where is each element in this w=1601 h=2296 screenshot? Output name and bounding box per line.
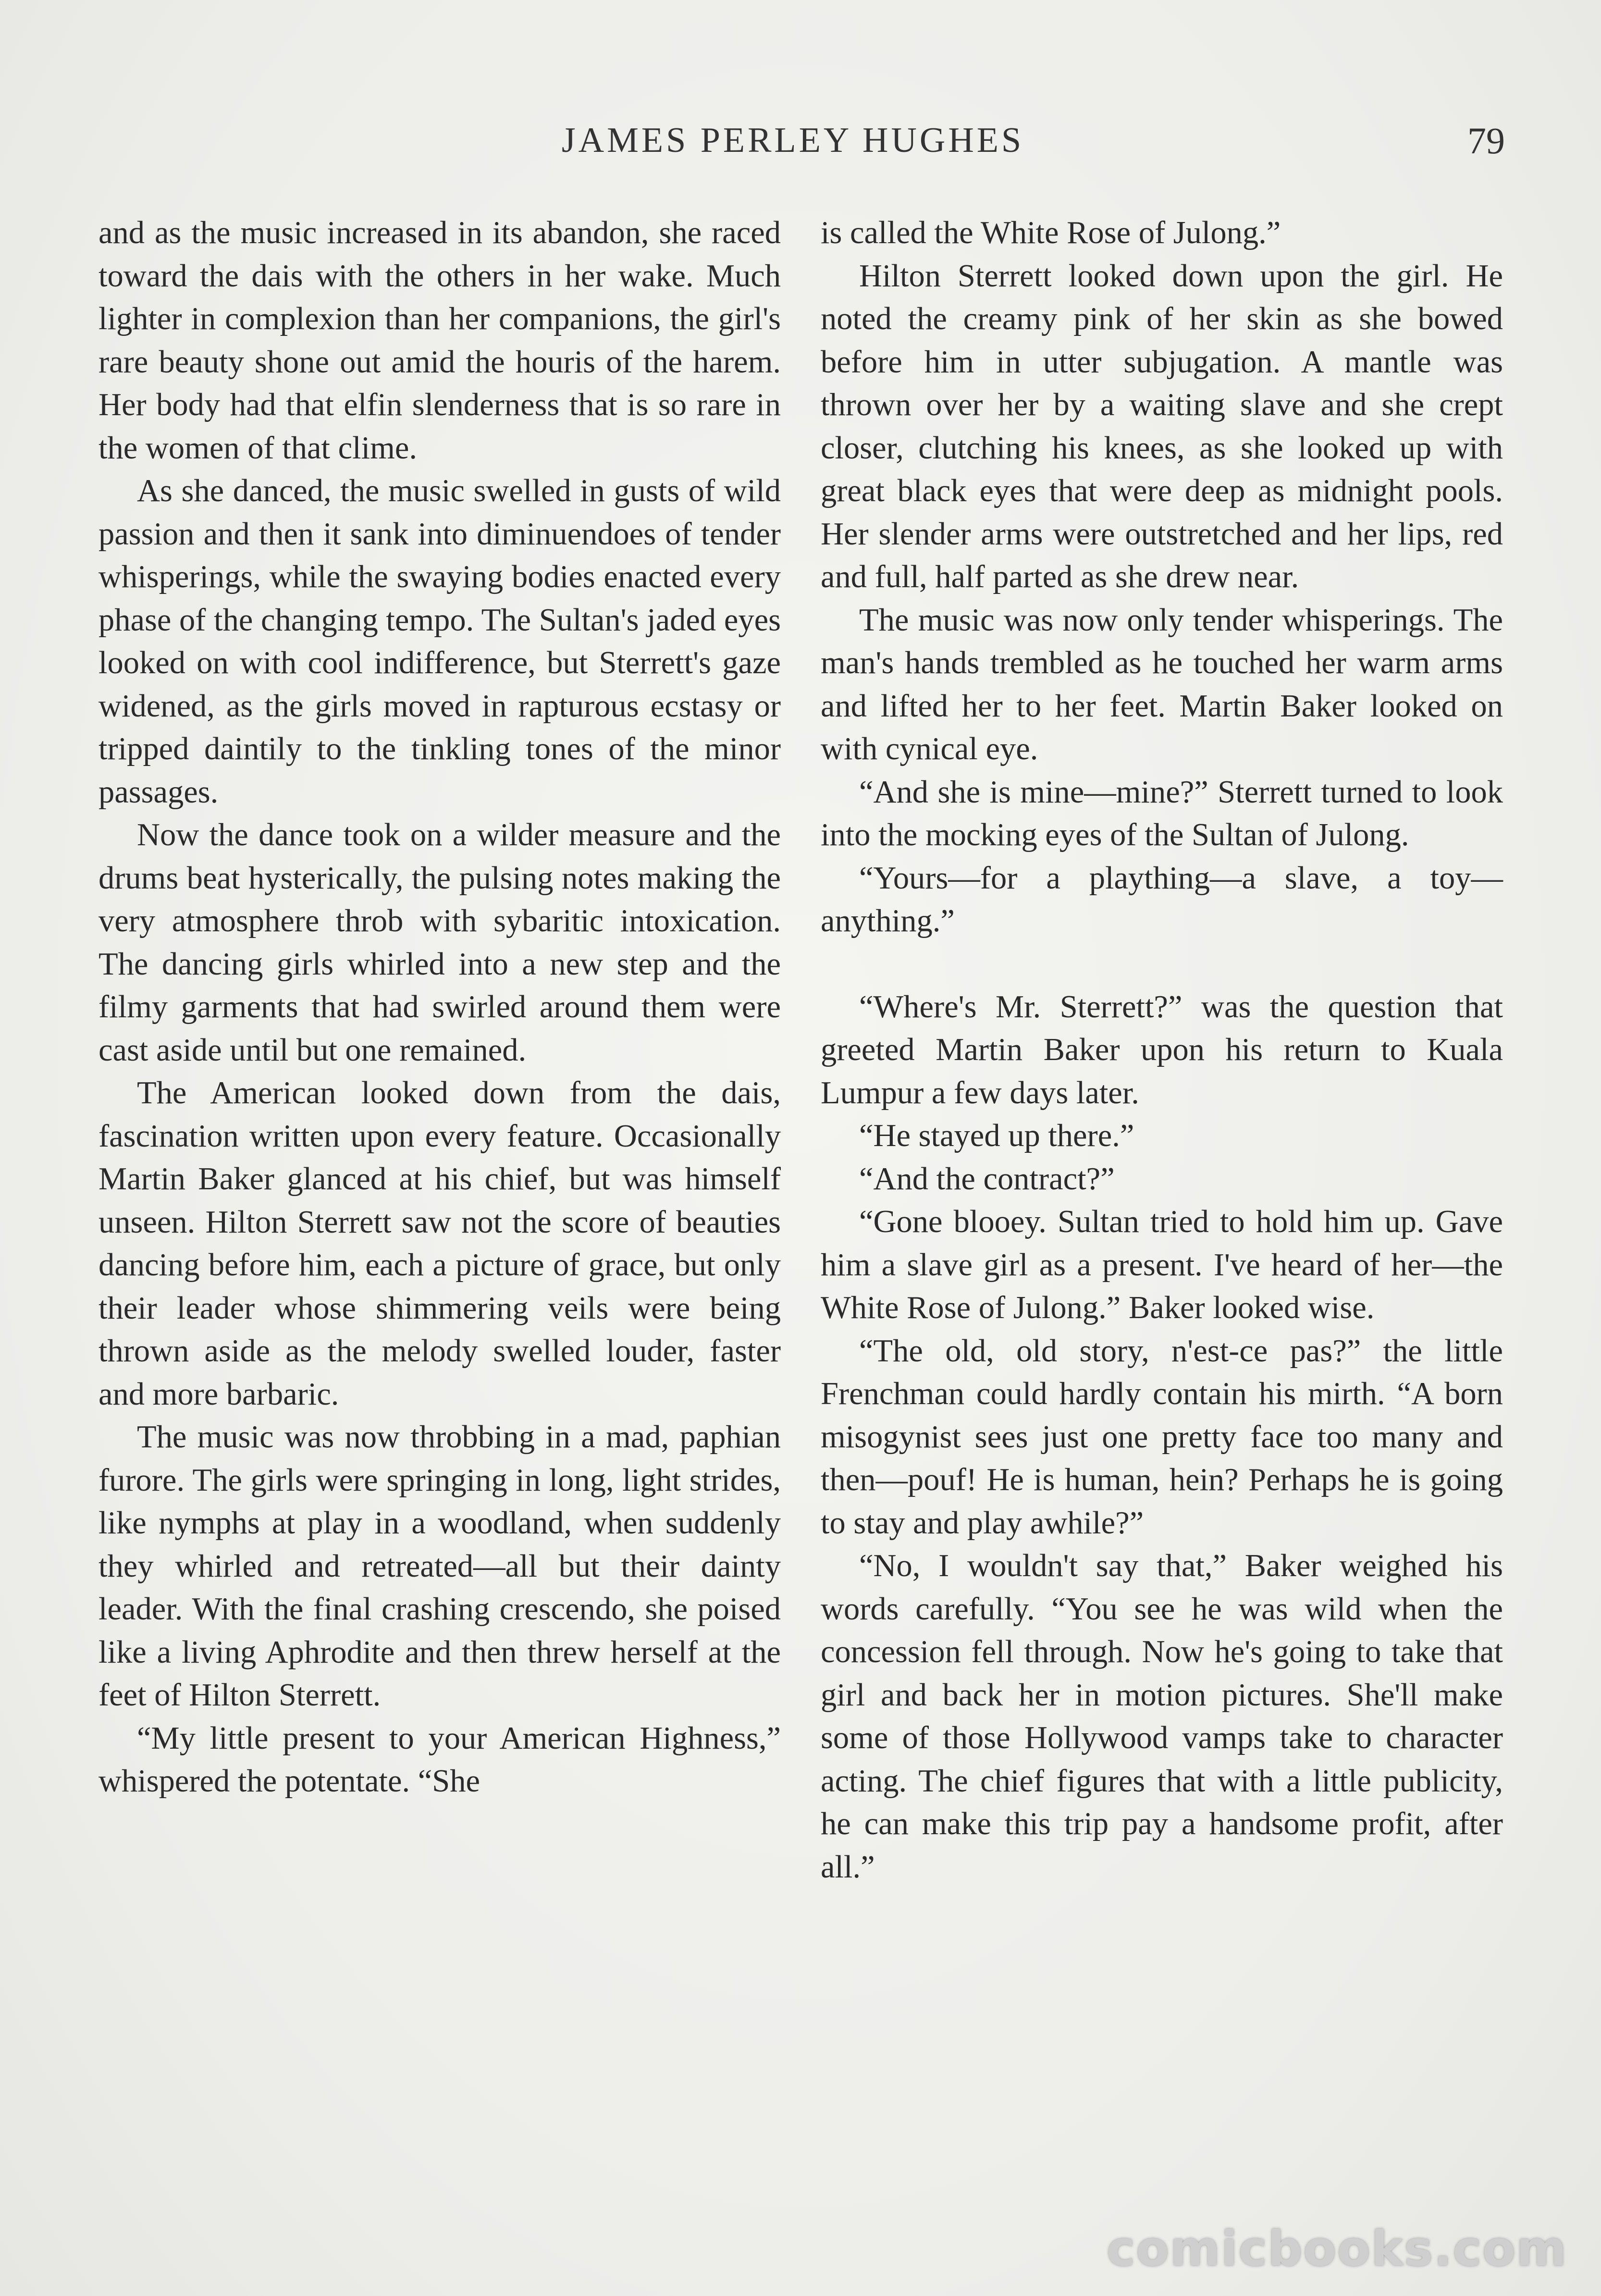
site-watermark: comicbooks.com xyxy=(1107,2221,1567,2277)
running-head: JAMES PERLEY HUGHES xyxy=(561,121,1024,160)
paragraph: “No, I wouldn't say that,” Baker weighed his words carefully. “You see he was wild when the concession fell through. Now he's going to take that girl and back her in motion pictures. She'll make some of those Hollywood vamps take to character acting. The chief figures that with a little publicity, he can make this trip pay a handsome profit, after all.” xyxy=(821,1548,1503,1885)
paragraph: Hilton Sterrett looked down upon the girl. He noted the creamy pink of her skin as she bowed before him in utter subjugation. A mantle was thrown over her by a waiting slave and she crept closer, clutching his knees, as she looked up with great black eyes that were deep as midnight pools. Her slender arms were outstretched and her lips, red and full, half parted as she drew near. xyxy=(821,258,1503,594)
paragraph: “Where's Mr. Sterrett?” was the question that greeted Martin Baker upon his return to Kuala Lumpur a few days later. xyxy=(821,989,1503,1111)
paragraph: and as the music increased in its abandon, she raced toward the dais with the others in her wake. Much lighter in complexion than her companions, the girl's rare beauty shone out amid the houris of the harem. Her body had that elfin slenderness that is so rare in the women of that clime. xyxy=(99,215,781,466)
paragraph: “My little present to your American Highness,” whispered the potentate. “She xyxy=(99,1720,781,1799)
paragraph: The music was now throbbing in a mad, paphian furore. The girls were springing in long, light strides, like nymphs at play in a woodland, when suddenly they whirled and retreated—all but their dainty leader. With the final crashing crescendo, she poised like a living Aphrodite and then threw herself at the feet of Hilton Sterrett. xyxy=(99,1420,781,1713)
paragraph: The music was now only tender whisperings. The man's hands trembled as he touched her warm arms and lifted her to her feet. Martin Baker looked on with cynical eye. xyxy=(821,602,1503,766)
paragraph: “He stayed up there.” xyxy=(859,1118,1134,1153)
paragraph: “And the contract?” xyxy=(859,1161,1115,1197)
paragraph: “Yours—for a plaything—a slave, a toy—anything.” xyxy=(821,860,1503,938)
paragraph: Now the dance took on a wilder measure and the drums beat hysterically, the pulsing notes making the very atmosphere throb with sybaritic intoxication. The dancing girls whirled into a new step and the filmy garments that had swirled around them were cast aside until but one remained. xyxy=(99,817,781,1068)
paragraph: “Gone blooey. Sultan tried to hold him up. Gave him a slave girl as a present. I've heard of her—the White Rose of Julong.” Baker looked wise. xyxy=(821,1204,1503,1325)
paragraph: “And she is mine—mine?” Sterrett turned to look into the mocking eyes of the Sultan of Julong. xyxy=(821,774,1503,852)
paragraph: “The old, old story, n'est-ce pas?” the little Frenchman could hardly contain his mirth. “A born misogynist sees just one pretty face too many and then—pouf! He is human, hein? Perhaps he is going to stay and play awhile?” xyxy=(821,1333,1503,1541)
paragraph: As she danced, the music swelled in gusts of wild passion and then it sank into diminuendoes of tender whisperings, while the swaying bodies enacted every phase of the changing tempo. The Sultan's jaded eyes looked on with cool indifference, but Sterrett's gaze widened, as the girls moved in rapturous ecstasy or tripped daintily to the tinkling tones of the minor passages. xyxy=(99,473,781,810)
right-column xyxy=(821,211,1503,1889)
paragraph: The American looked down from the dais, fascination written upon every feature. Occasionally Martin Baker glanced at his chief, but was himself unseen. Hilton Sterrett saw not the score of beauties dancing before him, each a picture of grace, but only their leader whose shimmering veils were being thrown aside as the melody swelled louder, faster and more barbaric. xyxy=(99,1075,781,1412)
paragraph: is called the White Rose of Julong.” xyxy=(821,215,1281,250)
left-column xyxy=(99,211,781,1803)
page-number: 79 xyxy=(1467,120,1505,161)
